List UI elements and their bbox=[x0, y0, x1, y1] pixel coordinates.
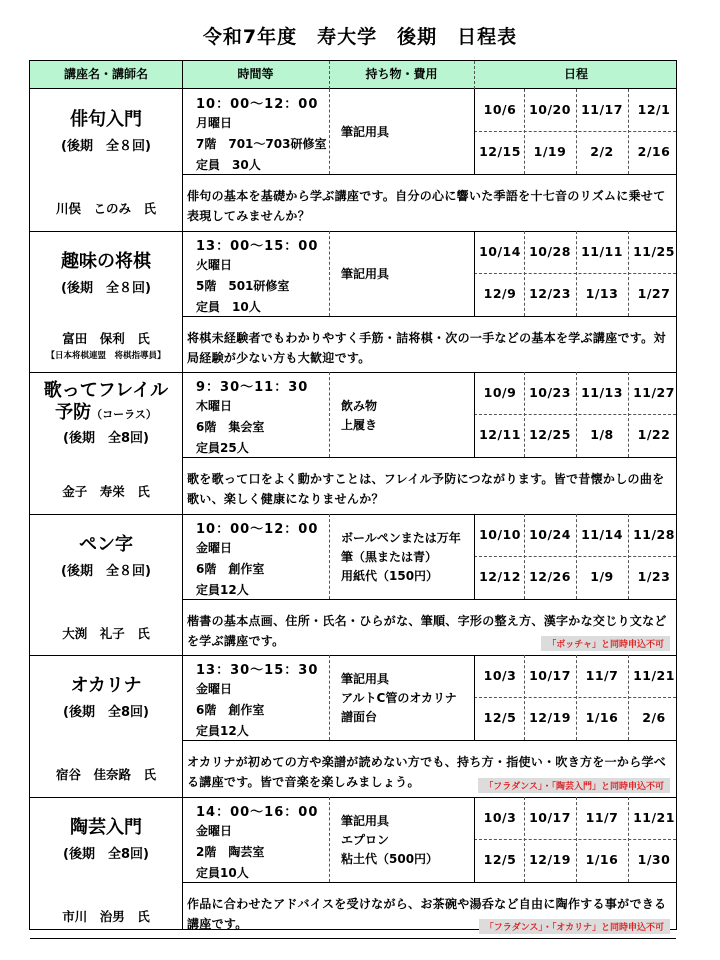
date-cell: 2/2 bbox=[590, 144, 614, 159]
date-cell: 2/6 bbox=[642, 710, 666, 725]
course-term: (後期 全８回) bbox=[61, 563, 151, 579]
column-divider bbox=[182, 61, 183, 929]
course-weekday: 火曜日 bbox=[196, 257, 233, 272]
date-cell: 12/9 bbox=[483, 285, 517, 301]
course-term: (後期 全8回) bbox=[63, 846, 149, 862]
date-cell: 1/19 bbox=[533, 144, 567, 159]
instructor-name: 富田 保利 氏 bbox=[62, 330, 150, 346]
column-divider bbox=[329, 372, 330, 457]
date-column-divider bbox=[628, 231, 629, 316]
date-cell: 1/27 bbox=[637, 285, 671, 301]
course-capacity: 定員 10人 bbox=[196, 299, 261, 314]
date-column-divider bbox=[524, 89, 525, 174]
column-divider bbox=[474, 514, 475, 599]
enrollment-warning: 「フラダンス」・「陶芸入門」と同時申込不可 bbox=[478, 778, 670, 793]
date-cell: 11/7 bbox=[585, 809, 619, 825]
date-cell: 12/5 bbox=[483, 710, 517, 725]
course-description: 将棋未経験者でもわかりやすく手筋・詰将棋・次の一手などの基本を学ぶ講座です。対 bbox=[187, 330, 666, 345]
instructor-name: 川俣 このみ 氏 bbox=[55, 201, 156, 216]
enrollment-warning: 「フラダンス」・「オカリナ」と同時申込不可 bbox=[479, 919, 670, 934]
date-cell: 12/12 bbox=[479, 568, 521, 584]
course-item: 譜面台 bbox=[341, 710, 378, 724]
course-time: 14：00～16：00 bbox=[196, 804, 319, 820]
date-column-divider bbox=[576, 797, 577, 882]
course-description: 歌を歌って口をよく動かすことは、フレイル予防につながります。皆で昔懐かしの曲を bbox=[187, 472, 665, 486]
course-name-sub: （コーラス） bbox=[91, 408, 157, 421]
course-description: る講座です。皆で音楽を楽しみましょう。 bbox=[187, 775, 420, 789]
date-cell: 10/17 bbox=[529, 668, 571, 683]
course-term: (後期 全８回) bbox=[61, 280, 151, 296]
row-divider bbox=[30, 372, 676, 373]
course-name: 陶芸入門 bbox=[70, 816, 142, 838]
date-cell: 11/11 bbox=[581, 243, 623, 259]
column-divider bbox=[329, 797, 330, 882]
date-cell: 10/23 bbox=[529, 385, 571, 400]
date-cell: 11/27 bbox=[633, 385, 675, 400]
course-weekday: 金曜日 bbox=[196, 540, 233, 555]
course-item: 筆記用具 bbox=[341, 125, 390, 139]
course-item: 筆記用具 bbox=[341, 672, 390, 686]
course-room: 6階 集会室 bbox=[196, 420, 265, 434]
date-cell: 12/1 bbox=[637, 102, 671, 117]
column-divider bbox=[474, 231, 475, 316]
course-description: 局経験が少ない方も大歓迎です。 bbox=[187, 350, 371, 365]
date-cell: 1/8 bbox=[590, 427, 614, 442]
date-cell: 12/23 bbox=[529, 285, 571, 301]
header-items: 持ち物・費用 bbox=[365, 67, 438, 81]
date-divider bbox=[474, 131, 676, 132]
row-divider bbox=[30, 655, 676, 656]
course-capacity: 定員25人 bbox=[196, 441, 249, 455]
date-column-divider bbox=[576, 514, 577, 599]
course-description: 歌い、楽しく健康になりませんか？ bbox=[187, 492, 384, 506]
instructor-name: 宿谷 佳奈路 氏 bbox=[55, 767, 156, 782]
course-name: オカリナ bbox=[70, 675, 142, 696]
course-capacity: 定員12人 bbox=[196, 724, 249, 738]
instructor-name: 金子 寿栄 氏 bbox=[62, 484, 150, 499]
course-item: 上履き bbox=[341, 418, 378, 432]
date-cell: 12/19 bbox=[529, 710, 571, 725]
course-item: 筆記用具 bbox=[341, 266, 390, 281]
schedule-table bbox=[29, 60, 677, 933]
row-subdivider bbox=[182, 740, 676, 741]
header-time: 時間等 bbox=[237, 67, 274, 81]
date-divider bbox=[474, 273, 676, 274]
date-cell: 12/26 bbox=[529, 568, 571, 584]
column-divider bbox=[329, 231, 330, 316]
date-cell: 10/20 bbox=[529, 102, 571, 117]
date-cell: 1/23 bbox=[637, 568, 671, 584]
date-cell: 12/19 bbox=[529, 851, 571, 867]
course-time: 13：00～15：00 bbox=[196, 238, 319, 254]
row-divider bbox=[30, 797, 676, 798]
date-column-divider bbox=[576, 89, 577, 174]
date-divider bbox=[474, 839, 676, 840]
row-divider bbox=[30, 231, 676, 232]
course-description: 俳句の基本を基礎から学ぶ講座です。自分の心に響いた季語を十七音のリズムに乗せて bbox=[187, 189, 666, 203]
course-item: ボールペンまたは万年 bbox=[341, 530, 461, 545]
course-name: 趣味の将棋 bbox=[61, 250, 151, 272]
course-weekday: 金曜日 bbox=[196, 823, 233, 838]
column-divider bbox=[474, 89, 475, 174]
course-weekday: 月曜日 bbox=[196, 116, 233, 130]
page-title: 令和7年度 寿大学 後期 日程表 bbox=[202, 26, 518, 48]
date-column-divider bbox=[524, 797, 525, 882]
row-subdivider bbox=[182, 457, 676, 458]
course-time: 9：30～11：30 bbox=[196, 380, 309, 395]
course-room: 6階 創作室 bbox=[196, 703, 265, 717]
course-name: 歌ってフレイル bbox=[43, 380, 169, 401]
course-room: 5階 501研修室 bbox=[196, 278, 290, 293]
course-term: (後期 全８回) bbox=[61, 139, 151, 154]
date-cell: 1/9 bbox=[590, 568, 614, 584]
course-room: 7階 701～703研修室 bbox=[196, 137, 327, 151]
row-subdivider bbox=[182, 174, 676, 175]
date-cell: 1/22 bbox=[637, 427, 671, 442]
course-description: オカリナが初めての方や楽譜が読めない方でも、持ち方・指使い・吹き方を一から学べ bbox=[187, 755, 667, 769]
date-cell: 10/3 bbox=[483, 809, 517, 825]
date-cell: 10/10 bbox=[479, 526, 521, 542]
date-column-divider bbox=[628, 514, 629, 599]
course-name: 俳句入門 bbox=[70, 109, 142, 130]
instructor-name: 大渕 礼子 氏 bbox=[62, 625, 150, 641]
date-cell: 12/15 bbox=[479, 144, 521, 159]
date-column-divider bbox=[524, 231, 525, 316]
course-item: アルトC管のオカリナ bbox=[341, 691, 457, 705]
course-capacity: 定員10人 bbox=[196, 865, 249, 880]
course-weekday: 木曜日 bbox=[196, 399, 233, 413]
date-cell: 11/14 bbox=[581, 526, 623, 542]
header-divider bbox=[329, 61, 330, 89]
course-room: 2階 陶芸室 bbox=[196, 844, 265, 859]
date-column-divider bbox=[524, 655, 525, 740]
date-cell: 11/7 bbox=[585, 668, 619, 683]
course-weekday: 金曜日 bbox=[196, 682, 233, 696]
course-item: 粘土代（500円） bbox=[341, 851, 439, 866]
date-column-divider bbox=[524, 372, 525, 457]
date-divider bbox=[474, 556, 676, 557]
date-cell: 10/28 bbox=[529, 243, 571, 259]
date-cell: 2/16 bbox=[637, 144, 671, 159]
date-column-divider bbox=[576, 655, 577, 740]
date-cell: 11/28 bbox=[633, 526, 675, 542]
course-capacity: 定員 30人 bbox=[196, 158, 261, 172]
date-cell: 1/16 bbox=[585, 710, 619, 725]
course-item: 飲み物 bbox=[341, 399, 378, 413]
date-cell: 11/21 bbox=[633, 668, 675, 683]
course-item: 筆（黒または青） bbox=[341, 549, 438, 564]
date-cell: 11/21 bbox=[633, 809, 675, 825]
header-course: 講座名・講師名 bbox=[63, 67, 148, 81]
course-time: 13：30～15：30 bbox=[196, 663, 319, 678]
header-dates: 日程 bbox=[563, 67, 588, 81]
column-divider bbox=[474, 372, 475, 457]
date-column-divider bbox=[628, 89, 629, 174]
course-item: エプロン bbox=[341, 832, 390, 847]
instructor-name: 市川 治男 氏 bbox=[62, 908, 150, 924]
date-cell: 12/11 bbox=[479, 427, 521, 442]
date-cell: 1/16 bbox=[585, 851, 619, 867]
course-capacity: 定員12人 bbox=[196, 582, 249, 597]
date-column-divider bbox=[524, 514, 525, 599]
date-cell: 11/13 bbox=[581, 385, 623, 400]
date-divider bbox=[474, 697, 676, 698]
date-column-divider bbox=[628, 797, 629, 882]
course-description: を学ぶ講座です。 bbox=[187, 633, 285, 648]
column-divider bbox=[329, 514, 330, 599]
date-column-divider bbox=[628, 372, 629, 457]
date-column-divider bbox=[628, 655, 629, 740]
date-cell: 12/5 bbox=[483, 851, 517, 867]
date-cell: 10/9 bbox=[483, 385, 517, 400]
course-description: 楷書の基本点画、住所・氏名・ひらがな、筆順、字形の整え方、漢字かな交じり文など bbox=[187, 613, 667, 628]
row-divider bbox=[30, 938, 676, 939]
date-cell: 11/17 bbox=[581, 102, 623, 117]
date-divider bbox=[474, 414, 676, 415]
enrollment-warning: 「ボッチャ」と同時申込不可 bbox=[541, 636, 670, 651]
row-subdivider bbox=[182, 882, 676, 883]
course-term: (後期 全8回) bbox=[63, 705, 149, 720]
date-cell: 11/25 bbox=[633, 243, 675, 259]
course-item: 筆記用具 bbox=[341, 813, 390, 828]
date-column-divider bbox=[576, 231, 577, 316]
date-cell: 10/3 bbox=[483, 668, 517, 683]
course-name-line2 bbox=[30, 402, 182, 426]
course-name-part: 予防 bbox=[55, 402, 92, 423]
instructor-note: 【日本将棋連盟 将棋指導員】 bbox=[46, 350, 166, 361]
column-divider bbox=[329, 655, 330, 740]
course-time: 10：00～12：00 bbox=[196, 521, 319, 537]
course-room: 6階 創作室 bbox=[196, 561, 265, 576]
date-cell: 10/24 bbox=[529, 526, 571, 542]
date-cell: 1/30 bbox=[637, 851, 671, 867]
course-description: 表現してみませんか？ bbox=[187, 209, 311, 223]
date-cell: 10/17 bbox=[529, 809, 571, 825]
row-divider bbox=[30, 514, 676, 515]
row-subdivider bbox=[182, 316, 676, 317]
date-column-divider bbox=[576, 372, 577, 457]
course-description: 講座です。 bbox=[187, 916, 248, 931]
column-divider bbox=[474, 797, 475, 882]
table-header bbox=[30, 61, 676, 89]
course-term: (後期 全8回) bbox=[63, 431, 149, 446]
column-divider bbox=[474, 655, 475, 740]
column-divider bbox=[329, 89, 330, 174]
course-description: 作品に合わせたアドバイスを受けながら、お茶碗や湯呑など自由に陶作する事ができる bbox=[187, 896, 667, 911]
course-time: 10：00～12：00 bbox=[196, 97, 319, 112]
date-cell: 12/25 bbox=[529, 427, 571, 442]
date-cell: 1/13 bbox=[585, 285, 619, 301]
course-name: ペン字 bbox=[79, 533, 133, 555]
course-item: 用紙代（150円） bbox=[341, 568, 439, 583]
row-subdivider bbox=[182, 599, 676, 600]
date-cell: 10/14 bbox=[479, 243, 521, 259]
date-cell: 10/6 bbox=[483, 102, 517, 117]
header-divider bbox=[474, 61, 475, 89]
